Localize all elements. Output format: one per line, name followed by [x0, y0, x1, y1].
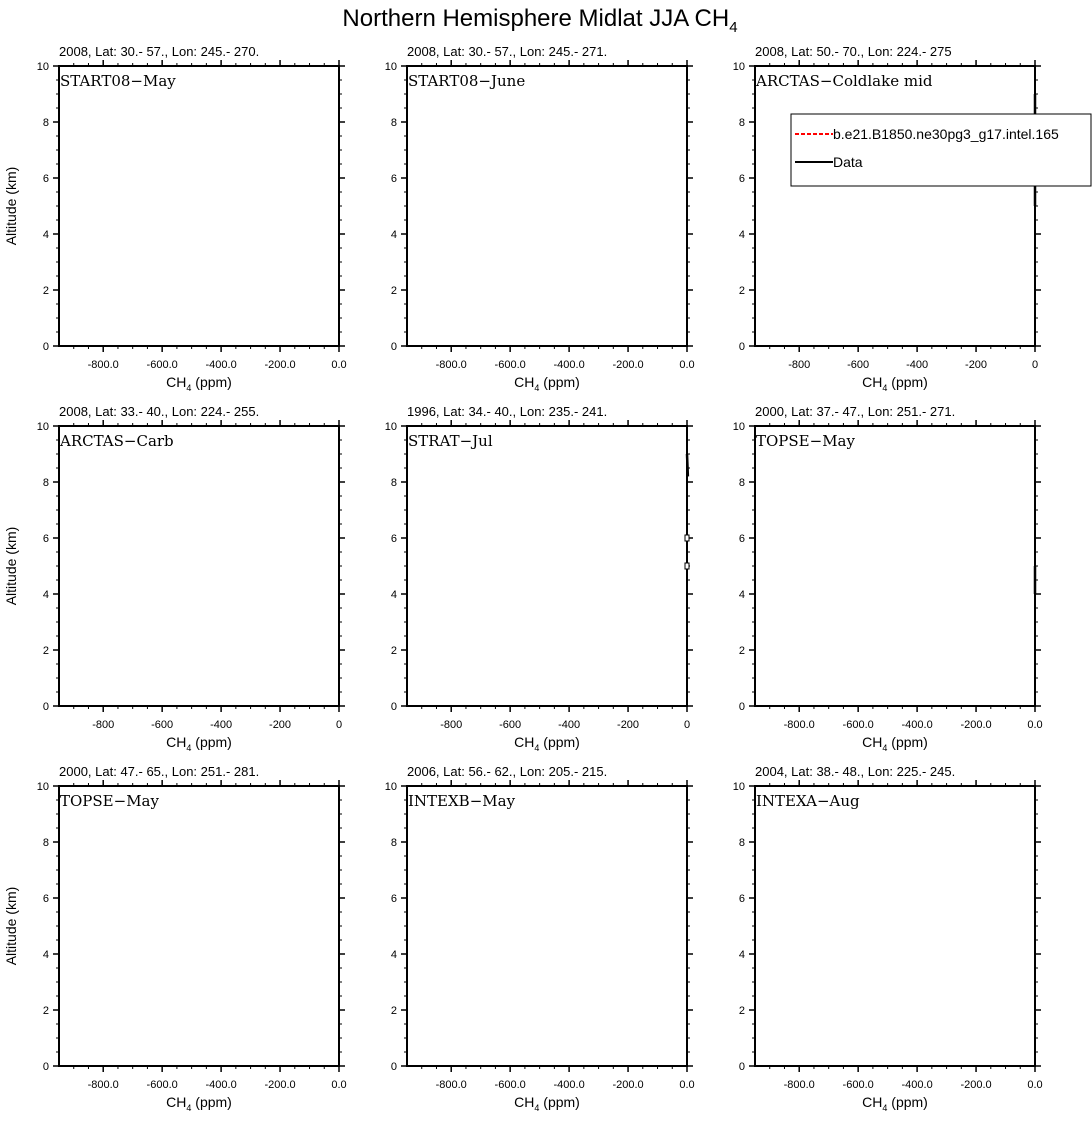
- x-tick-label: -200: [965, 359, 988, 371]
- panel-header: 2006, Lat: 56.- 62., Lon: 205.- 215.: [407, 764, 608, 779]
- y-tick-label: 8: [738, 117, 745, 129]
- x-tick-label: -200.0: [264, 359, 296, 371]
- x-tick-label: -400.0: [205, 359, 237, 371]
- x-axis-label-subscript: 4: [534, 743, 540, 753]
- plot-frame: [407, 66, 687, 346]
- legend: [791, 114, 1091, 186]
- x-tick-label: -400.0: [553, 1079, 585, 1091]
- x-tick-label: -800.0: [783, 719, 815, 731]
- y-tick-label: 2: [738, 1005, 745, 1017]
- x-tick-label: -800.0: [87, 1079, 119, 1091]
- x-tick-label: -200.0: [264, 1079, 296, 1091]
- panel-header: 2004, Lat: 38.- 48., Lon: 225.- 245.: [755, 764, 956, 779]
- x-tick-label: -400.0: [205, 1079, 237, 1091]
- figure-title-text: Northern Hemisphere Midlat JJA CH: [342, 5, 730, 32]
- x-axis-label-unit: (ppm): [887, 374, 928, 390]
- panel-header: 2008, Lat: 30.- 57., Lon: 245.- 270.: [59, 44, 260, 59]
- y-tick-label: 6: [738, 173, 745, 185]
- campaign-label: INTEXB−May: [408, 792, 516, 810]
- y-tick-label: 4: [738, 589, 745, 601]
- figure-title: [342, 5, 737, 36]
- x-tick-label: -200.0: [612, 359, 644, 371]
- x-tick-label: 0.0: [1027, 719, 1043, 731]
- y-axis-label: Altitude (km): [3, 166, 19, 246]
- x-axis-label-text: CH: [514, 374, 535, 390]
- panel-header: 2008, Lat: 50.- 70., Lon: 224.- 275: [755, 44, 952, 59]
- y-tick-label: 8: [42, 117, 49, 129]
- campaign-label: ARCTAS−Coldlake mid: [756, 72, 933, 90]
- x-tick-label: -800: [92, 719, 115, 731]
- x-tick-label: -400: [906, 359, 929, 371]
- campaign-label: INTEXA−Aug: [756, 792, 860, 810]
- x-tick-label: 0: [683, 719, 691, 731]
- y-tick-label: 2: [738, 285, 745, 297]
- x-axis-label-text: CH: [862, 734, 883, 750]
- x-tick-label: 0: [335, 719, 343, 731]
- y-tick-label: 0: [42, 341, 49, 353]
- x-tick-label: 0.0: [679, 359, 695, 371]
- y-tick-label: 10: [732, 781, 745, 793]
- x-axis-label-subscript: 4: [186, 1103, 192, 1113]
- chart-panel-3: [733, 44, 1091, 393]
- y-tick-label: 0: [390, 701, 397, 713]
- x-axis-label: [166, 734, 232, 753]
- y-tick-label: 2: [390, 285, 397, 297]
- x-tick-label: 0.0: [331, 359, 347, 371]
- campaign-label: STRAT−Jul: [408, 432, 493, 450]
- y-tick-label: 4: [738, 949, 745, 961]
- y-tick-label: 0: [390, 1061, 397, 1073]
- figure-title-subscript: 4: [729, 19, 738, 36]
- x-tick-label: -400: [210, 719, 233, 731]
- x-axis-label: [862, 374, 928, 393]
- x-axis-label-text: CH: [862, 1094, 883, 1110]
- panel-header: 1996, Lat: 34.- 40., Lon: 235.- 241.: [407, 404, 608, 419]
- x-axis-label: [514, 734, 580, 753]
- x-tick-label: -400: [558, 719, 581, 731]
- legend-entry: b.e21.B1850.ne30pg3_g17.intel.165: [833, 126, 1059, 142]
- x-tick-label: -200: [617, 719, 640, 731]
- x-tick-label: -800.0: [435, 359, 467, 371]
- panel-header: 2008, Lat: 30.- 57., Lon: 245.- 271.: [407, 44, 608, 59]
- x-tick-label: -600: [151, 719, 174, 731]
- x-tick-label: -200.0: [612, 1079, 644, 1091]
- campaign-label: START08−May: [60, 72, 176, 90]
- x-tick-label: -400.0: [901, 1079, 933, 1091]
- chart-panel-1: [3, 44, 347, 393]
- x-tick-label: -600.0: [494, 359, 526, 371]
- x-tick-label: -400.0: [553, 359, 585, 371]
- plot-frame: [407, 426, 687, 706]
- x-tick-label: -800.0: [435, 1079, 467, 1091]
- x-axis-label-text: CH: [514, 734, 535, 750]
- x-axis-label-text: CH: [862, 374, 883, 390]
- x-axis-label-subscript: 4: [186, 383, 192, 393]
- chart-panel-8: [385, 764, 695, 1113]
- x-tick-label: -600.0: [494, 1079, 526, 1091]
- legend-box: [791, 114, 1091, 186]
- x-tick-label: 0: [1031, 359, 1039, 371]
- y-tick-label: 2: [738, 645, 745, 657]
- y-tick-label: 8: [390, 117, 397, 129]
- y-tick-label: 4: [42, 949, 49, 961]
- data-point-marker: [685, 563, 689, 569]
- x-tick-label: 0.0: [331, 1079, 347, 1091]
- y-tick-label: 0: [738, 1061, 745, 1073]
- x-axis-label-unit: (ppm): [887, 1094, 928, 1110]
- x-axis-label-text: CH: [166, 1094, 187, 1110]
- x-axis-label-unit: (ppm): [539, 734, 580, 750]
- y-tick-label: 6: [390, 893, 397, 905]
- plot-frame: [755, 786, 1035, 1066]
- y-tick-label: 2: [42, 285, 49, 297]
- x-axis-label-subscript: 4: [534, 383, 540, 393]
- x-tick-label: -800.0: [87, 359, 119, 371]
- plot-frame: [407, 786, 687, 1066]
- chart-panel-5: [385, 404, 693, 753]
- y-tick-label: 0: [42, 1061, 49, 1073]
- x-axis-label-subscript: 4: [882, 1103, 888, 1113]
- x-axis-label: [862, 734, 928, 753]
- y-tick-label: 10: [36, 61, 49, 73]
- data-series-line: [687, 454, 688, 476]
- y-tick-label: 4: [738, 229, 745, 241]
- y-tick-label: 8: [42, 837, 49, 849]
- x-axis-label: [514, 1094, 580, 1113]
- y-tick-label: 10: [384, 781, 397, 793]
- x-tick-label: -800.0: [783, 1079, 815, 1091]
- x-axis-label-unit: (ppm): [887, 734, 928, 750]
- y-tick-label: 0: [42, 701, 49, 713]
- x-tick-label: -200.0: [960, 1079, 992, 1091]
- y-tick-label: 0: [390, 341, 397, 353]
- x-axis-label-unit: (ppm): [539, 1094, 580, 1110]
- x-tick-label: -800: [788, 359, 811, 371]
- x-tick-label: -600.0: [842, 719, 874, 731]
- y-tick-label: 0: [738, 701, 745, 713]
- panel-grid: [3, 44, 1091, 1113]
- plot-frame: [755, 66, 1035, 346]
- y-tick-label: 4: [390, 589, 397, 601]
- x-tick-label: -200: [269, 719, 292, 731]
- chart-panel-9: [733, 764, 1043, 1113]
- plot-frame: [755, 426, 1035, 706]
- y-tick-label: 10: [732, 61, 745, 73]
- x-axis-label-text: CH: [166, 734, 187, 750]
- y-tick-label: 0: [738, 341, 745, 353]
- y-tick-label: 6: [738, 533, 745, 545]
- y-tick-label: 2: [390, 645, 397, 657]
- campaign-label: TOPSE−May: [60, 792, 159, 810]
- panel-header: 2000, Lat: 37.- 47., Lon: 251.- 271.: [755, 404, 956, 419]
- x-axis-label-text: CH: [166, 374, 187, 390]
- x-tick-label: 0.0: [1027, 1079, 1043, 1091]
- y-axis-label: Altitude (km): [3, 886, 19, 966]
- x-tick-label: -600.0: [842, 1079, 874, 1091]
- y-tick-label: 6: [390, 173, 397, 185]
- y-tick-label: 10: [384, 421, 397, 433]
- plot-frame: [59, 786, 339, 1066]
- y-tick-label: 6: [42, 533, 49, 545]
- y-tick-label: 10: [732, 421, 745, 433]
- panel-header: 2000, Lat: 47.- 65., Lon: 251.- 281.: [59, 764, 260, 779]
- x-tick-label: -600.0: [146, 359, 178, 371]
- y-tick-label: 10: [384, 61, 397, 73]
- y-axis-label: Altitude (km): [3, 526, 19, 606]
- y-tick-label: 8: [390, 477, 397, 489]
- y-tick-label: 10: [36, 781, 49, 793]
- x-axis-label: [166, 374, 232, 393]
- x-axis-label-subscript: 4: [882, 743, 888, 753]
- x-axis-label-subscript: 4: [882, 383, 888, 393]
- x-tick-label: -600.0: [146, 1079, 178, 1091]
- y-tick-label: 6: [390, 533, 397, 545]
- x-tick-label: -600: [847, 359, 870, 371]
- chart-panel-7: [3, 764, 347, 1113]
- x-axis-label-subscript: 4: [534, 1103, 540, 1113]
- x-axis-label-unit: (ppm): [191, 734, 232, 750]
- y-tick-label: 4: [390, 229, 397, 241]
- plot-frame: [59, 66, 339, 346]
- y-tick-label: 10: [36, 421, 49, 433]
- x-axis-label: [514, 374, 580, 393]
- campaign-label: START08−June: [408, 72, 526, 90]
- campaign-label: TOPSE−May: [756, 432, 855, 450]
- x-tick-label: -400.0: [901, 719, 933, 731]
- x-axis-label-unit: (ppm): [539, 374, 580, 390]
- y-tick-label: 2: [42, 1005, 49, 1017]
- y-tick-label: 4: [42, 589, 49, 601]
- x-tick-label: -200.0: [960, 719, 992, 731]
- chart-panel-4: [3, 404, 345, 753]
- legend-entry: Data: [833, 154, 863, 170]
- chart-panel-6: [733, 404, 1043, 753]
- x-axis-label: [862, 1094, 928, 1113]
- y-tick-label: 6: [738, 893, 745, 905]
- y-tick-label: 6: [42, 893, 49, 905]
- x-axis-label-unit: (ppm): [191, 374, 232, 390]
- x-tick-label: -600: [499, 719, 522, 731]
- y-tick-label: 8: [42, 477, 49, 489]
- x-axis-label: [166, 1094, 232, 1113]
- panel-header: 2008, Lat: 33.- 40., Lon: 224.- 255.: [59, 404, 260, 419]
- y-tick-label: 4: [390, 949, 397, 961]
- x-axis-label-unit: (ppm): [191, 1094, 232, 1110]
- x-tick-label: -800: [440, 719, 463, 731]
- y-tick-label: 8: [738, 477, 745, 489]
- y-tick-label: 8: [390, 837, 397, 849]
- campaign-label: ARCTAS−Carb: [60, 432, 174, 450]
- chart-panel-2: [385, 44, 695, 393]
- y-tick-label: 4: [42, 229, 49, 241]
- data-point-marker: [685, 535, 689, 541]
- plot-frame: [59, 426, 339, 706]
- x-tick-label: 0.0: [679, 1079, 695, 1091]
- y-tick-label: 6: [42, 173, 49, 185]
- y-tick-label: 8: [738, 837, 745, 849]
- y-tick-label: 2: [390, 1005, 397, 1017]
- x-axis-label-text: CH: [514, 1094, 535, 1110]
- x-axis-label-subscript: 4: [186, 743, 192, 753]
- y-tick-label: 2: [42, 645, 49, 657]
